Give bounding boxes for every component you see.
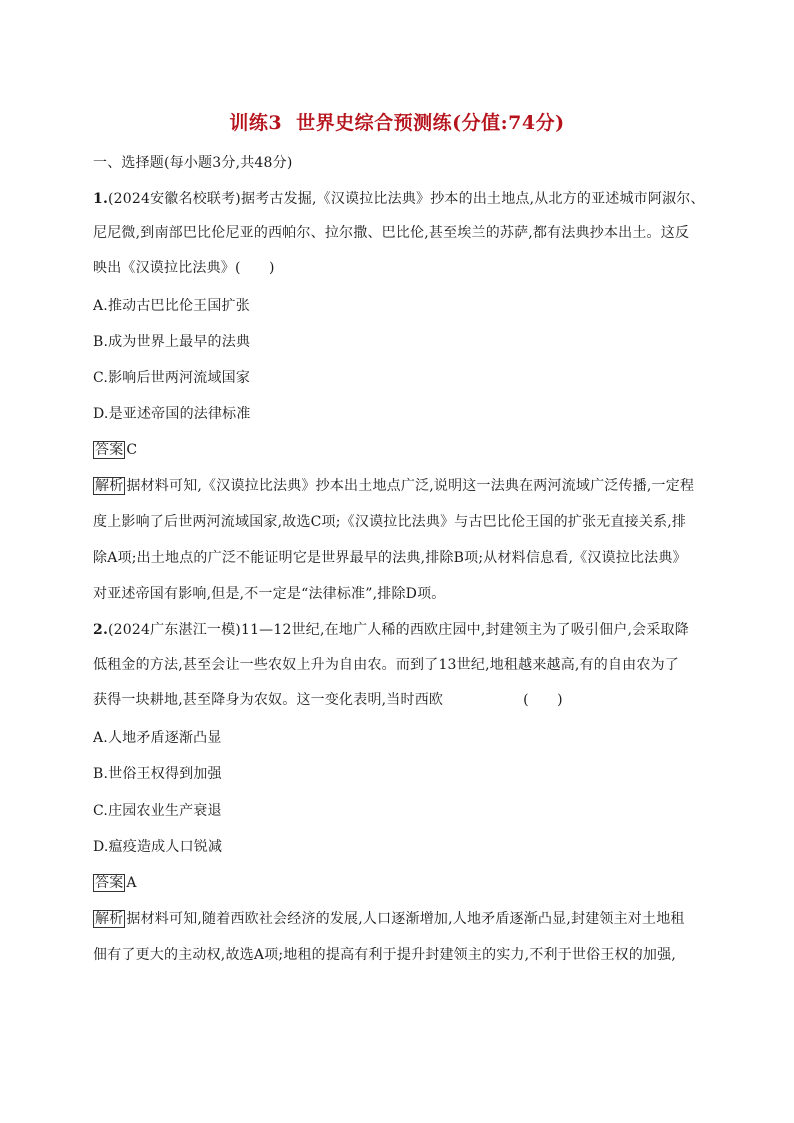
- answer-value: C: [126, 442, 138, 458]
- answer-label: 答案: [95, 875, 124, 891]
- question-1-analysis-line-4: 对亚述帝国有影响,但是,不一定是“法律标准”,排除D项。: [93, 586, 446, 602]
- question-1-option-a: A.推动古巴比伦王国扩张: [93, 298, 250, 314]
- question-1-stem-line-3: 映出《汉谟拉比法典》( ): [93, 260, 275, 276]
- question-2-option-c: C.庄园农业生产衰退: [93, 803, 222, 819]
- question-1-answer: [93, 440, 137, 460]
- question-1-option-c: C.影响后世两河流域国家: [93, 370, 251, 386]
- question-2-number: 2.: [93, 622, 109, 638]
- answer-label: 答案: [95, 442, 124, 458]
- analysis-label: 解析: [95, 911, 124, 927]
- section-heading: 一、选择题(每小题3分,共48分): [93, 155, 293, 171]
- question-2-analysis-line-1: 解析 据材料可知,随着西欧社会经济的发展,人口逐渐增加,人地矛盾逐渐凸显,封建领主对土地租: [95, 911, 685, 927]
- question-2-stem-line-1: 2.(2024广东湛江一模)11—12世纪,在地广人稀的西欧庄园中,封建领主为了吸引佃户,会采取降: [93, 622, 689, 638]
- question-2-analysis-line-2: 佃有了更大的主动权,故选A项;地租的提高有利于提升封建领主的实力,不利于世俗王权的加强,: [93, 947, 676, 963]
- question-2-option-a: A.人地矛盾逐渐凸显: [93, 730, 222, 746]
- question-2-stem-line-3: 获得一块耕地,甚至降身为农奴。这一变化表明,当时西欧 ( ): [93, 692, 563, 708]
- question-1-analysis-line-2: 度上影响了后世两河流域国家,故选C项;《汉谟拉比法典》与古巴比伦王国的扩张无直接关系,排: [93, 514, 687, 530]
- question-1-number: 1.: [93, 191, 109, 207]
- question-2-answer-blank: ( ): [523, 692, 563, 708]
- question-1-option-d: D.是亚述帝国的法律标准: [93, 406, 251, 422]
- question-1-analysis-line-1: 解析 据材料可知,《汉谟拉比法典》抄本出土地点广泛,说明这一法典在两河流域广泛传播,一定程: [95, 478, 695, 494]
- question-2-option-b: B.世俗王权得到加强: [93, 766, 222, 782]
- title-part1: 训练3: [229, 112, 283, 134]
- question-1-stem-line-1: 1.(2024安徽名校联考)据考古发掘,《汉谟拉比法典》抄本的出土地点,从北方的亚述城市阿淑尔、: [93, 191, 705, 207]
- question-1-stem-line-2: 尼尼微,到南部巴比伦尼亚的西帕尔、拉尔撒、巴比伦,甚至埃兰的苏萨,都有法典抄本出土。这反: [93, 225, 690, 241]
- question-1-analysis-line-3: 除A项;出土地点的广泛不能证明它是世界最早的法典,排除B项;从材料信息看,《汉谟拉比法典》: [93, 550, 687, 566]
- answer-value: A: [126, 875, 137, 891]
- question-2-answer: [93, 873, 137, 893]
- title-part2: 世界史综合预测练(分值:74分): [296, 112, 565, 134]
- question-2-stem-line-2: 低租金的方法,甚至会让一些农奴上升为自由农。而到了13世纪,地租越来越高,有的自由农为了: [93, 657, 679, 673]
- question-1-option-b: B.成为世界上最早的法典: [93, 334, 251, 350]
- analysis-label: 解析: [95, 478, 124, 494]
- page-title: [0, 108, 794, 135]
- question-2-option-d: D.瘟疫造成人口锐减: [93, 839, 223, 855]
